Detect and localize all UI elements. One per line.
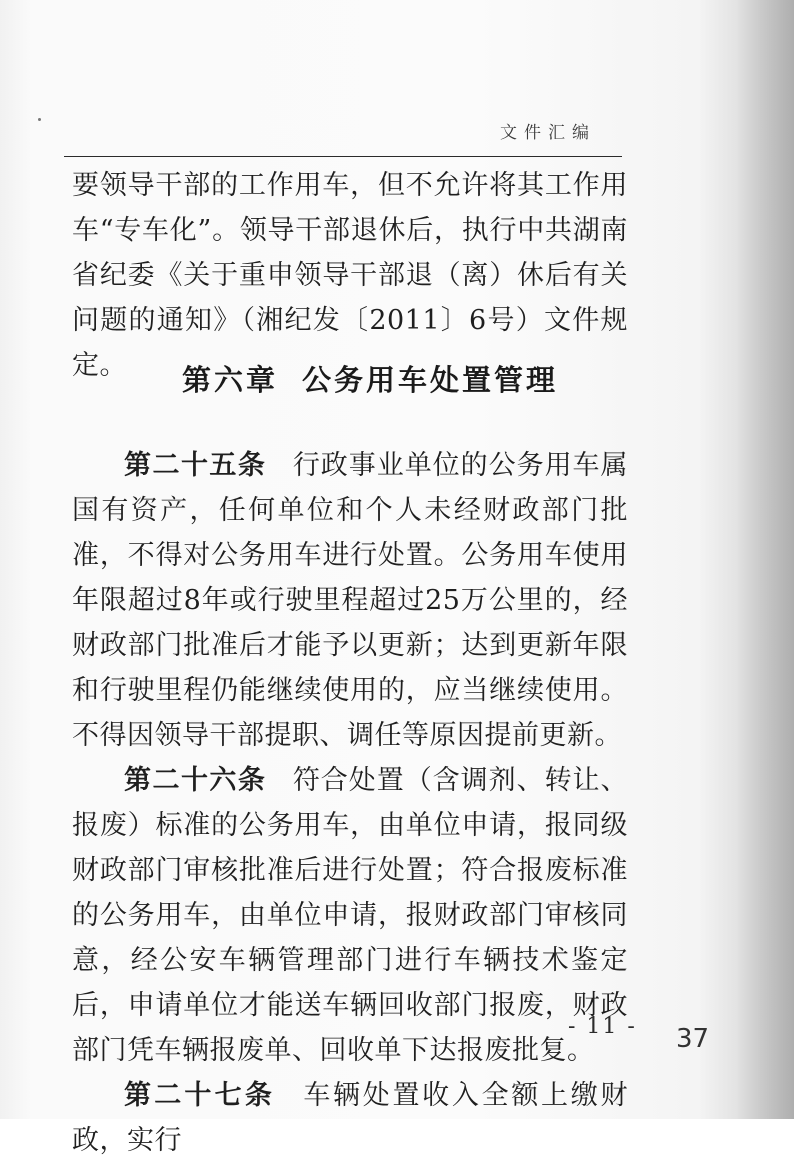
chapter-title: 公务用车处置管理 [302, 363, 559, 397]
continuation-paragraph: 要领导干部的工作用车，但不允许将其工作用车“专车化”。领导干部退休后，执行中共湖南省纪委《关于重申领导干部退（离）休后有关问题的通知》（湘纪发〔2011〕6号）文件规定。 [72, 170, 628, 381]
article-text: 行政事业单位的公务用车属国有资产，任何单位和个人未经财政部门批准，不得对公务用车进行处置。公务用车使用年限超过8年或行驶里程超过25万公里的，经财政部门批准后才能予以更新；达到更新年限和行驶里程仍能继续使用的，应当继续使用。不得因领导干部提职、调任等原因提前更新。 [72, 450, 629, 751]
article-label: 第二十七条 [124, 1080, 276, 1111]
article-text: 车辆处置收入全额上缴财政，实行 [72, 1080, 628, 1156]
running-head: 文件汇编 [500, 123, 596, 143]
article-paragraph [72, 758, 628, 1073]
chapter-label: 第六章 [182, 363, 279, 397]
article-label: 第二十六条 [124, 765, 267, 796]
binding-shadow [736, 0, 794, 1119]
header-rule [64, 156, 622, 157]
article-paragraph [72, 1073, 628, 1163]
article-label: 第二十五条 [124, 450, 267, 481]
articles-block [72, 443, 628, 1163]
chapter-heading [182, 358, 558, 399]
scan-speck [38, 118, 41, 121]
article-text: 符合处置（含调剂、转让、报废）标准的公务用车，由单位申请，报同级财政部门审核批准后进行处置；符合报废标准的公务用车，由单位申请，报财政部门审核同意，经公安车辆管理部门进行车辆技术鉴定后，申请单位才能送车辆回收部门报废，财政部门凭车辆报废单、回收单下达报废批复。 [72, 765, 629, 1066]
page-number-outer: 37 [676, 1024, 710, 1054]
article-paragraph [72, 443, 628, 758]
continuation-block [72, 163, 628, 388]
page-number-inner: - 11 - [568, 1014, 637, 1039]
